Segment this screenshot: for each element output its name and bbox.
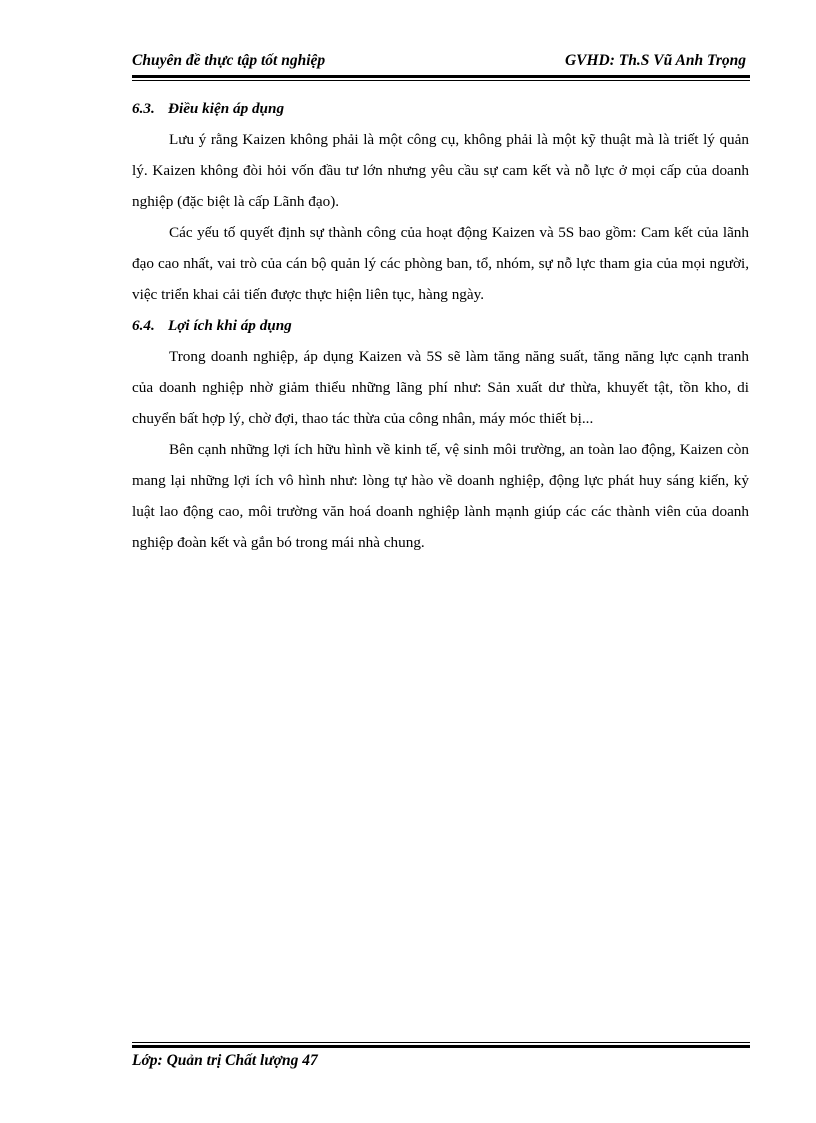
section-title: Lợi ích khi áp dụng	[168, 317, 292, 334]
page-header	[132, 50, 750, 74]
section-number: 6.4.	[132, 317, 155, 334]
header-supervisor: GVHD: Th.S Vũ Anh Trọng	[564, 52, 746, 69]
paragraph: Trong doanh nghiệp, áp dụng Kaizen và 5S sẽ làm tăng năng suất, tăng năng lực cạnh tranh của doanh nghiệp nhờ giảm thiểu những lãng phí như: Sản xuất dư thừa, khuyết tật, tồn kho, di chuyển bất hợp lý, chờ đợi, thao tác thừa của công nhân, máy móc thiết bị...	[132, 348, 749, 427]
section-heading-6-4	[132, 310, 749, 341]
footer-rule-thin	[132, 1042, 750, 1043]
page-footer: Lớp: Quản trị Chất lượng 47	[132, 1052, 318, 1069]
paragraph: Lưu ý rằng Kaizen không phải là một công cụ, không phải là một kỹ thuật mà là triết lý quản lý. Kaizen không đòi hỏi vốn đầu tư lớn nhưng yêu cầu sự cam kết và nỗ lực ở mọi cấp của doanh nghiệp (đặc biệt là cấp Lãnh đạo).	[132, 131, 749, 210]
paragraph: Bên cạnh những lợi ích hữu hình về kinh tế, vệ sinh môi trường, an toàn lao động, Kaizen còn mang lại những lợi ích vô hình như: lòng tự hào về doanh nghiệp, động lực phát huy sáng kiến, kỷ luật lao động cao, môi trường văn hoá doanh nghiệp lành mạnh giúp các các thành viên của doanh nghiệp đoàn kết và gắn bó trong mái nhà chung.	[132, 441, 749, 551]
header-rule-thick	[132, 75, 750, 78]
footer-rule-thick	[132, 1045, 750, 1048]
header-rule-thin	[132, 80, 750, 81]
section-title: Điều kiện áp dụng	[168, 100, 285, 117]
paragraph: Các yếu tố quyết định sự thành công của hoạt động Kaizen và 5S bao gồm: Cam kết của lãnh đạo cao nhất, vai trò của cán bộ quản lý các phòng ban, tổ, nhóm, sự nỗ lực tham gia của mọi người, việc triển khai cải tiến được thực hiện liên tục, hàng ngày.	[132, 224, 749, 303]
page-body	[132, 93, 749, 558]
section-heading-6-3	[132, 93, 749, 124]
header-title: Chuyên đề thực tập tốt nghiệp	[132, 52, 326, 69]
section-number: 6.3.	[132, 100, 155, 117]
